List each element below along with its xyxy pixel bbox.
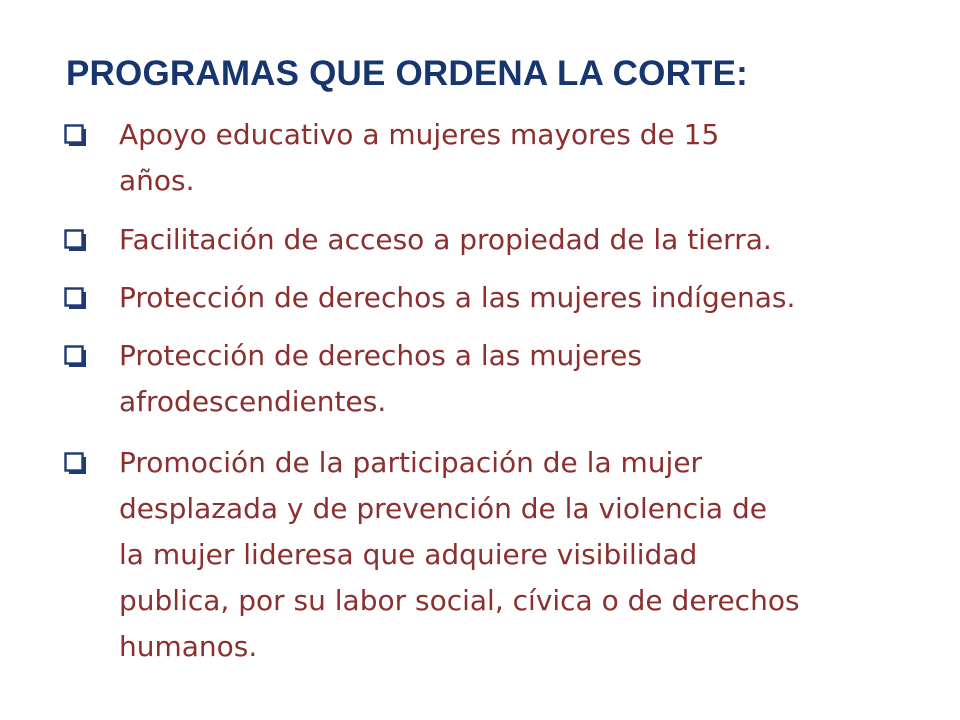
hollow-square-bullet-icon [64,452,86,474]
list-item-text: Promoción de la participación de la mujer desplazada y de prevención de la violencia de la mujer lideresa que adquiere visibilidad publica, por su labor social, cívica o de derechos humanos. [119,446,800,663]
hollow-square-bullet-icon [64,345,86,367]
slide-title: PROGRAMAS QUE ORDENA LA CORTE: [66,54,749,93]
list-item-text: Protección de derechos a las mujeres afrodescendientes. [119,339,642,418]
list-item-text: Facilitación de acceso a propiedad de la tierra. [119,223,772,256]
list-item-text: Protección de derechos a las mujeres indígenas. [119,281,796,314]
hollow-square-bullet-icon [64,124,86,146]
list-item-text: Apoyo educativo a mujeres mayores de 15 años. [119,118,720,197]
hollow-square-bullet-icon [64,229,86,251]
hollow-square-bullet-icon [64,287,86,309]
